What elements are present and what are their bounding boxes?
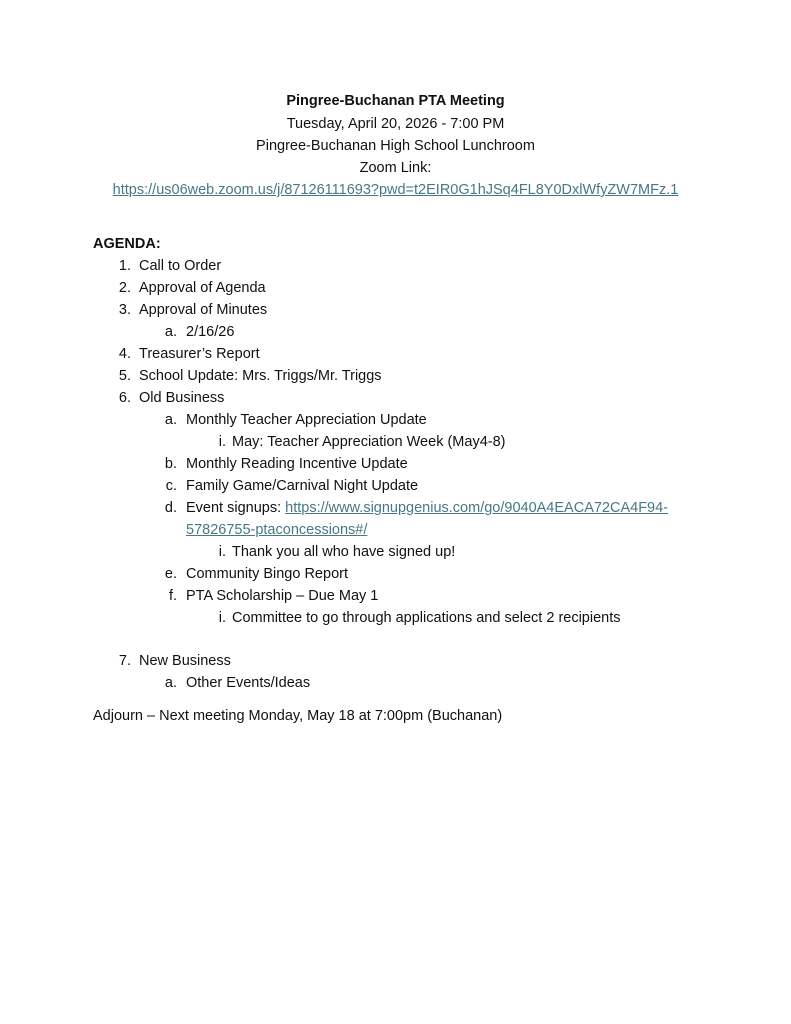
agenda-item-text: Monthly Teacher Appreciation Update [186, 412, 427, 428]
agenda-item-text: Family Game/Carnival Night Update [186, 478, 419, 494]
agenda-item [186, 455, 408, 473]
agenda-heading: AGENDA: [93, 236, 161, 252]
agenda-item [186, 323, 234, 341]
agenda-item [139, 279, 266, 297]
signup-link-continued[interactable]: 57826755-ptaconcessions#/ [186, 522, 368, 538]
list-marker: 6. [118, 390, 131, 406]
agenda-item-text: Call to Order [139, 258, 222, 274]
agenda-item [139, 367, 382, 385]
adjourn-note: Adjourn – Next meeting Monday, May 18 at 7:00pm (Buchanan) [93, 708, 503, 724]
agenda-item [232, 543, 455, 561]
list-marker: d. [164, 500, 177, 516]
list-marker: 7. [118, 653, 131, 669]
agenda-item-text: Event signups: [186, 500, 286, 516]
list-marker: i. [218, 610, 226, 626]
list-marker: c. [165, 478, 177, 494]
list-marker: i. [218, 434, 226, 450]
agenda-item [139, 345, 260, 363]
agenda-item-text: School Update: Mrs. Triggs/Mr. Triggs [139, 368, 382, 384]
agenda-item-text: Old Business [139, 390, 225, 406]
zoom-label: Zoom Link: [359, 160, 432, 176]
agenda-item [186, 565, 348, 583]
agenda-item [186, 411, 427, 429]
agenda-item-text: 2/16/26 [186, 324, 235, 340]
agenda-item [232, 433, 505, 451]
agenda-item-text: Monthly Reading Incentive Update [186, 456, 408, 472]
agenda-item [139, 652, 231, 670]
list-marker: e. [164, 566, 177, 582]
zoom-link[interactable]: https://us06web.zoom.us/j/87126111693?pwd=t2EIR0G1hJSq4FL8Y0DxlWfyZW7MFz.1 [112, 182, 679, 198]
signup-link[interactable]: https://www.signupgenius.com/go/9040A4EACA72CA4F94- [285, 500, 669, 516]
agenda-item-text: Treasurer’s Report [139, 346, 260, 362]
agenda-item [186, 499, 668, 517]
list-marker: 2. [118, 280, 131, 296]
list-marker: a. [164, 675, 177, 691]
agenda-item [139, 301, 267, 319]
agenda-item [232, 609, 621, 627]
meeting-datetime: Tuesday, April 20, 2026 - 7:00 PM [286, 116, 505, 132]
agenda-item-text: Approval of Minutes [139, 302, 268, 318]
agenda-item-text: Committee to go through applications and select 2 recipients [232, 610, 621, 626]
list-marker: 3. [118, 302, 131, 318]
meeting-location: Pingree-Buchanan High School Lunchroom [256, 138, 535, 154]
agenda-item-text: May: Teacher Appreciation Week (May4-8) [232, 434, 506, 450]
agenda-item [186, 587, 378, 605]
agenda-item [139, 257, 221, 275]
meeting-title: Pingree-Buchanan PTA Meeting [286, 93, 505, 109]
agenda-item [139, 389, 224, 407]
list-marker: b. [164, 456, 177, 472]
agenda-item-text: PTA Scholarship – Due May 1 [186, 588, 379, 604]
agenda-item [186, 674, 310, 692]
list-marker: a. [164, 412, 177, 428]
list-marker: 5. [118, 368, 131, 384]
agenda-item [186, 477, 418, 495]
list-marker: i. [218, 544, 226, 560]
list-marker: 1. [118, 258, 131, 274]
agenda-item-text: Community Bingo Report [186, 566, 348, 582]
agenda-item-text: Thank you all who have signed up! [232, 544, 456, 560]
list-marker: a. [164, 324, 177, 340]
agenda-item-text: Approval of Agenda [139, 280, 266, 296]
agenda-item-text: Other Events/Ideas [186, 675, 311, 691]
list-marker: f. [168, 588, 177, 604]
agenda-item-text: New Business [139, 653, 231, 669]
list-marker: 4. [118, 346, 131, 362]
